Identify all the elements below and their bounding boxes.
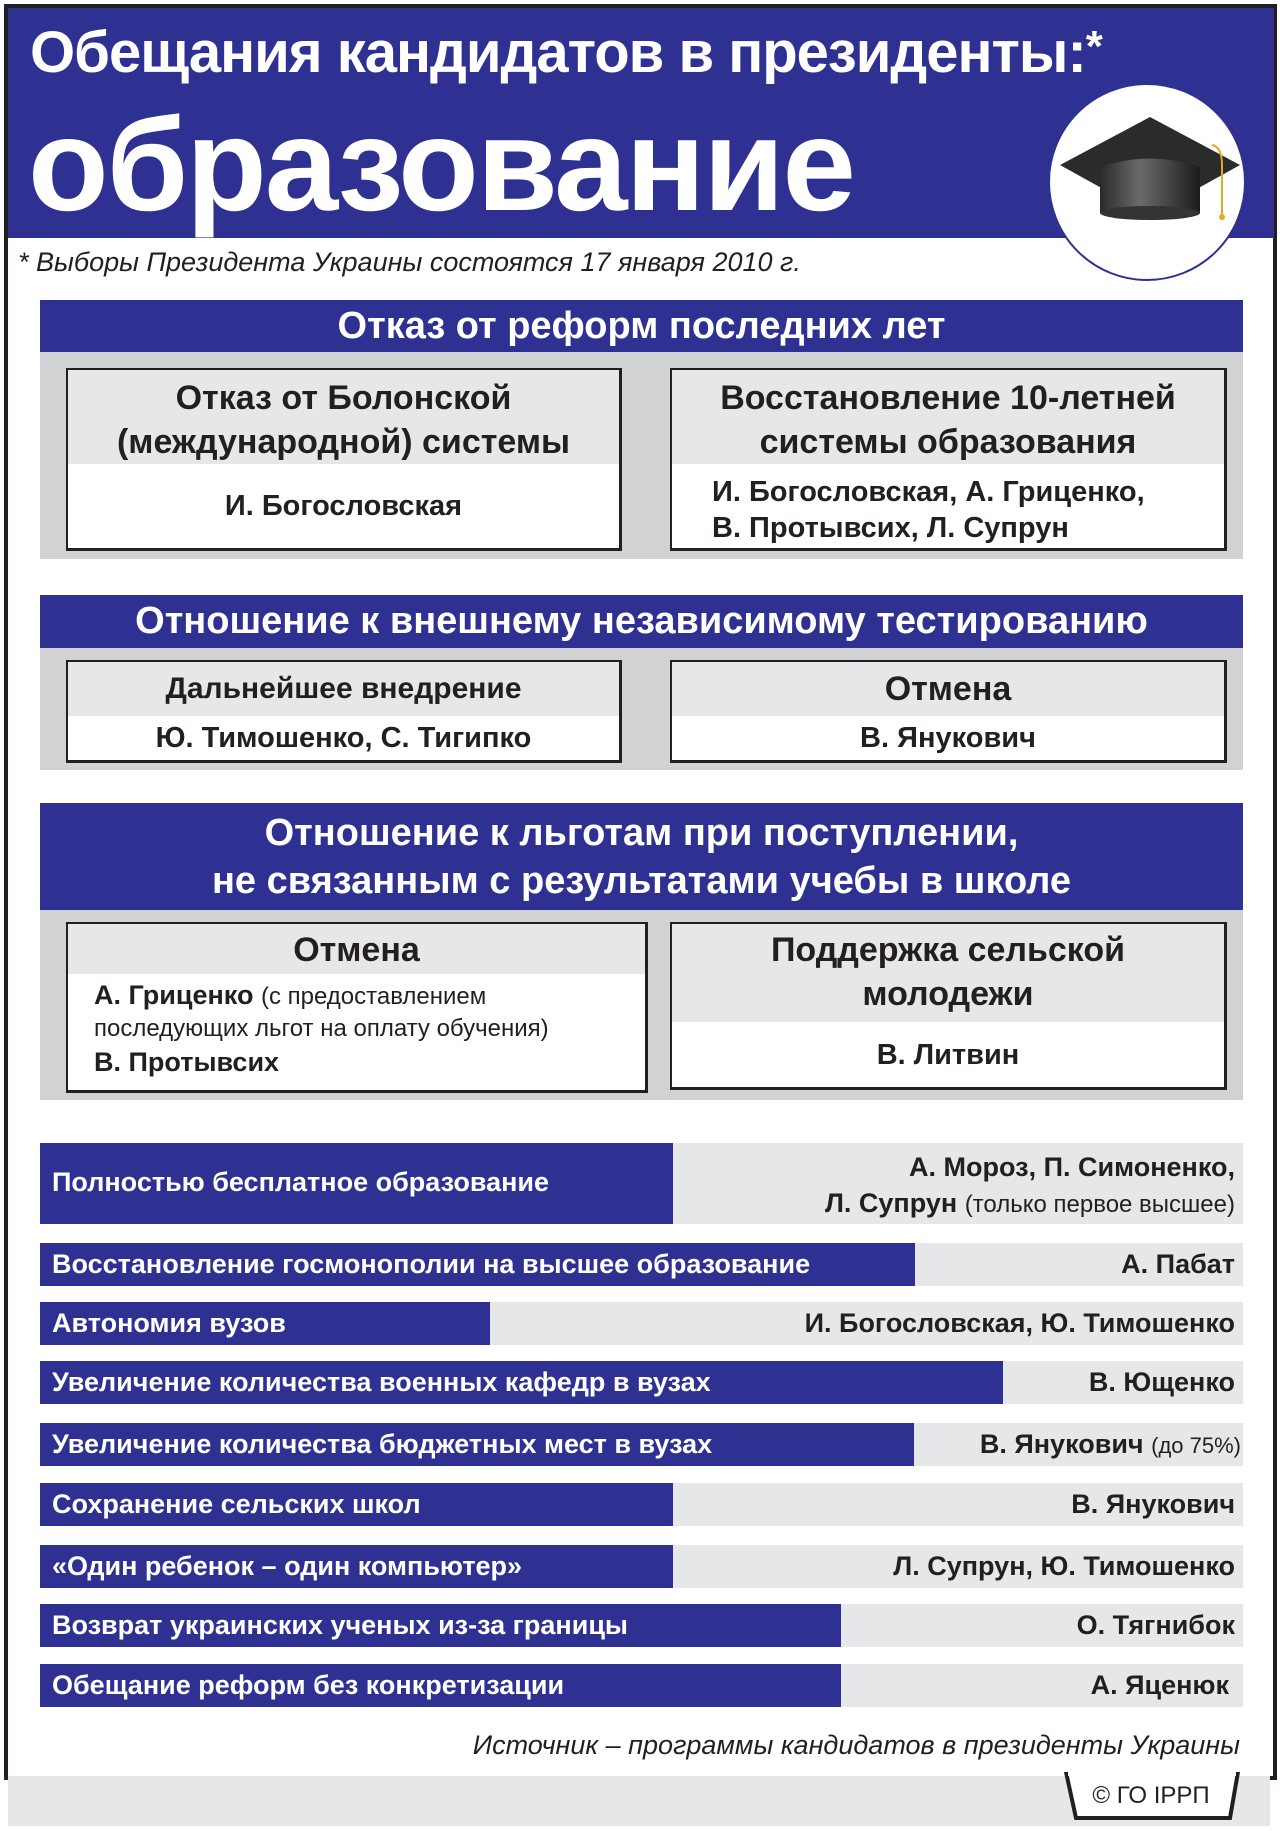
candidate-note: (только первое высшее) bbox=[964, 1191, 1235, 1218]
promise-label: Увеличение количества военных кафедр в вузах bbox=[52, 1367, 711, 1397]
card-heading-line: молодежи bbox=[862, 975, 1034, 1013]
promise-label: Обещание реформ без конкретизации bbox=[52, 1670, 565, 1700]
card-heading: Отмена bbox=[68, 924, 645, 974]
section-header-reforms: Отказ от реформ последних лет bbox=[40, 300, 1243, 352]
candidate-name: В. Протывсих bbox=[94, 1047, 280, 1077]
card-heading: Отмена bbox=[672, 662, 1224, 716]
card-candidates bbox=[672, 464, 1224, 546]
promise-row bbox=[40, 1664, 1243, 1707]
promise-candidates: А. Пабат bbox=[1121, 1249, 1235, 1279]
footnote: * Выборы Президента Украины состоятся 17 января 2010 г. bbox=[18, 247, 801, 277]
promise-candidates bbox=[980, 1429, 1241, 1460]
candidate-note: (до 75%) bbox=[1151, 1433, 1241, 1458]
candidate-note: (с предоставлением bbox=[260, 983, 487, 1010]
promise-row bbox=[40, 1143, 1243, 1224]
title-asterisk: * bbox=[1085, 22, 1102, 71]
card-rural-youth bbox=[670, 922, 1227, 1090]
card-cancel-privileges bbox=[66, 922, 648, 1093]
promise-label: Увеличение количества бюджетных мест в вузах bbox=[52, 1429, 713, 1459]
promise-candidates: И. Богословская, Ю. Тимошенко bbox=[804, 1308, 1235, 1338]
promise-row bbox=[40, 1423, 1243, 1466]
card-ten-year bbox=[670, 368, 1227, 551]
card-further-implementation bbox=[66, 660, 622, 763]
promise-row bbox=[40, 1302, 1243, 1345]
candidates-line bbox=[825, 1185, 1235, 1223]
candidate-name: Л. Супрун bbox=[824, 1188, 958, 1218]
card-heading-line: Отказ от Болонской bbox=[175, 379, 512, 417]
candidates-line: А. Мороз, П. Симоненко, bbox=[909, 1152, 1235, 1182]
candidate-name: А. Гриценко bbox=[94, 980, 254, 1010]
card-candidates: Ю. Тимошенко, С. Тигипко bbox=[155, 722, 532, 754]
promise-label: Сохранение сельских школ bbox=[52, 1489, 421, 1519]
title-text: Обещания кандидатов в президенты: bbox=[30, 20, 1086, 85]
promise-candidates: В. Янукович bbox=[1071, 1489, 1235, 1519]
section-header-line: Отношение к льготам при поступлении, bbox=[264, 812, 1019, 854]
promise-row bbox=[40, 1604, 1243, 1647]
section-header-privileges bbox=[40, 803, 1243, 910]
candidate-line bbox=[94, 978, 645, 1014]
card-heading: Дальнейшее внедрение bbox=[68, 662, 619, 716]
copyright-text: © ГО IPPП bbox=[1092, 1782, 1210, 1809]
promise-row bbox=[40, 1483, 1243, 1526]
card-bologna bbox=[66, 368, 622, 551]
candidate-name: В. Янукович bbox=[979, 1429, 1144, 1459]
card-cancel-testing bbox=[670, 660, 1227, 763]
card-heading-line: системы образования bbox=[759, 423, 1137, 461]
candidates-line: В. Протывсих, Л. Супрун bbox=[712, 512, 1069, 544]
card-heading-line: Поддержка сельской bbox=[770, 931, 1126, 969]
card-candidates bbox=[68, 974, 645, 1080]
promise-label: Возврат украинских ученых из-за границы bbox=[52, 1610, 628, 1640]
promise-label: Полностью бесплатное образование bbox=[52, 1167, 550, 1197]
promise-row bbox=[40, 1361, 1243, 1404]
source-note: Источник – программы кандидатов в президенты Украины bbox=[472, 1730, 1240, 1760]
card-heading-line: Восстановление 10-летней bbox=[720, 379, 1176, 417]
promise-row bbox=[40, 1545, 1243, 1588]
card-heading-line: (международной) системы bbox=[116, 423, 571, 461]
section-header-testing: Отношение к внешнему независимому тестированию bbox=[40, 595, 1243, 648]
copyright-tab bbox=[1062, 1776, 1240, 1824]
page-title bbox=[30, 18, 1270, 88]
promise-row bbox=[40, 1243, 1243, 1286]
card-candidates: В. Литвин bbox=[876, 1039, 1020, 1071]
card-heading bbox=[68, 370, 619, 464]
promise-candidates: В. Ющенко bbox=[1088, 1367, 1235, 1397]
promise-candidates: А. Яценюк bbox=[1090, 1670, 1229, 1700]
promise-candidates bbox=[825, 1149, 1235, 1223]
card-heading bbox=[672, 370, 1224, 464]
promise-label: «Один ребенок – один компьютер» bbox=[52, 1551, 523, 1581]
candidates-line: И. Богословская, А. Гриценко, bbox=[712, 476, 1145, 508]
promise-candidates: О. Тягнибок bbox=[1076, 1610, 1235, 1640]
promise-label: Восстановление госмонополии на высшее образование bbox=[52, 1249, 811, 1279]
promise-candidates: Л. Супрун, Ю. Тимошенко bbox=[893, 1551, 1235, 1581]
candidate-note: последующих льгот на оплату обучения) bbox=[94, 1015, 549, 1042]
card-candidates: И. Богословская bbox=[224, 490, 463, 522]
section-header-line: не связанным с результатами учебы в школе bbox=[211, 860, 1072, 902]
card-heading bbox=[672, 924, 1224, 1022]
graduation-cap-icon bbox=[1048, 83, 1246, 281]
promise-label: Автономия вузов bbox=[52, 1308, 286, 1338]
page-subtitle: образование bbox=[28, 91, 854, 238]
card-candidates: В. Янукович bbox=[860, 722, 1036, 754]
